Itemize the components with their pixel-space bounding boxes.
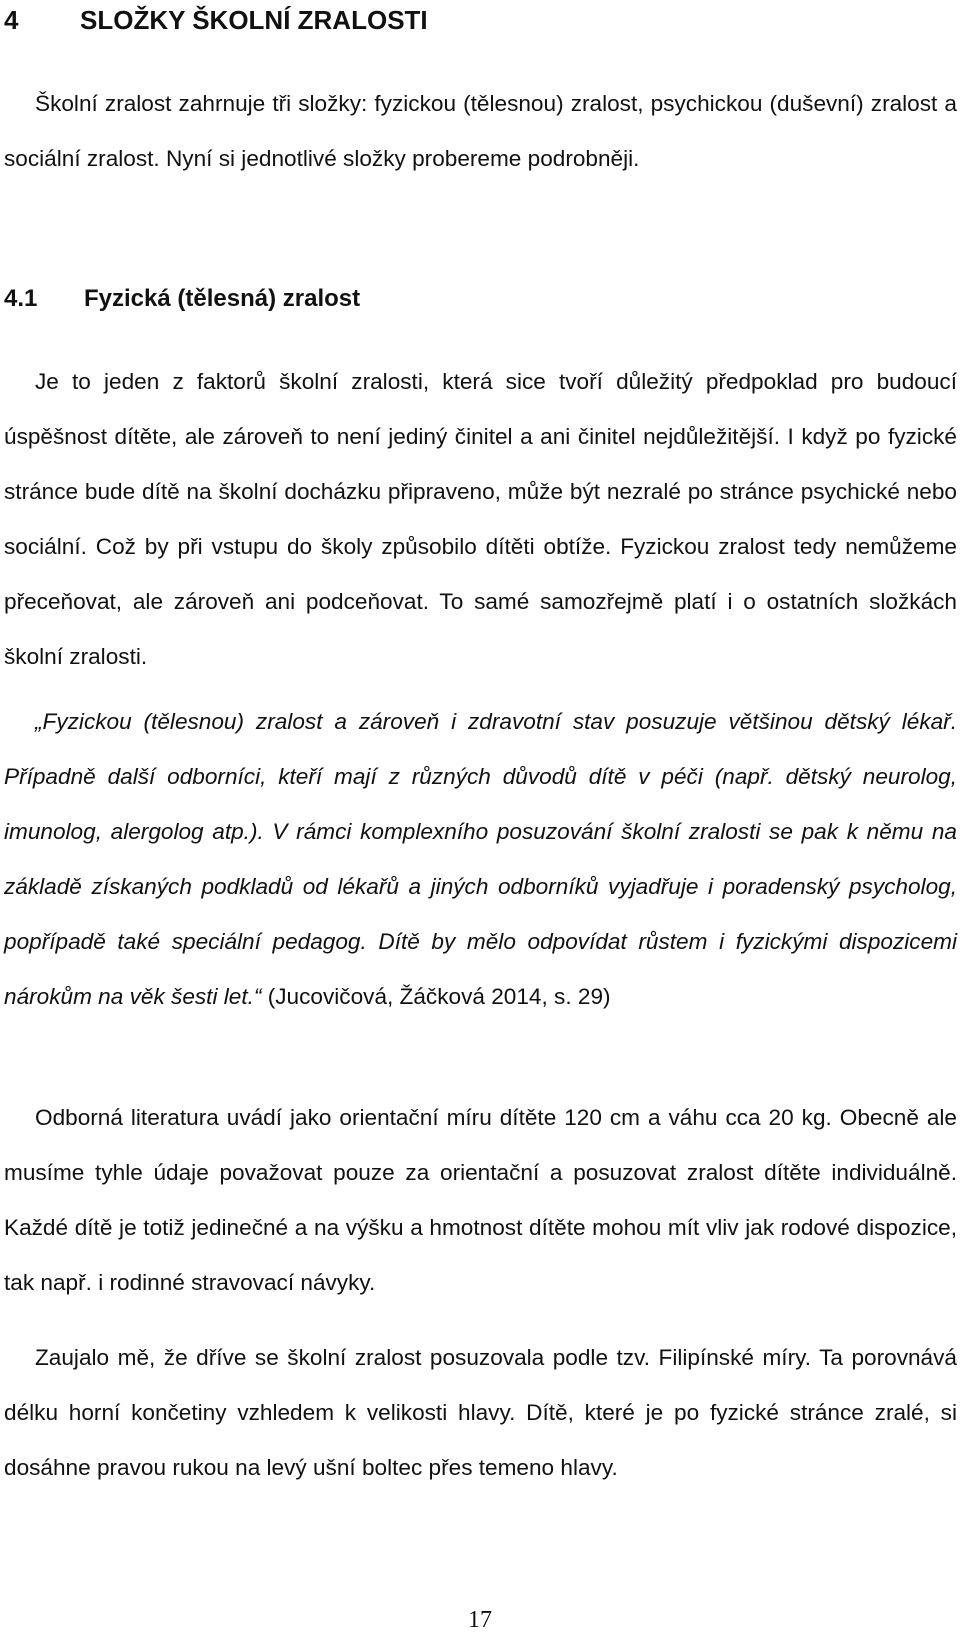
intro-paragraph: Školní zralost zahrnuje tři složky: fyzickou (tělesnou) zralost, psychickou (duševní) zralost a sociální zralost. Nyní si jednotlivé složky probereme podrobněji.	[4, 91, 957, 171]
page-number: 17	[468, 1607, 492, 1633]
quote-citation: (Jucovičová, Žáčková 2014, s. 29)	[261, 984, 611, 1009]
chapter-heading	[4, 4, 428, 36]
body-paragraph-3: Odborná literatura uvádí jako orientační míru dítěte 120 cm a váhu cca 20 kg. Obecně ale musíme tyhle údaje považovat pouze za orientační a posuzovat zralost dítěte individuálně. Každé dítě je totiž jedinečné a na výšku a hmotnost dítěte mohou mít vliv jak rodové dispozice, tak např. i rodinné stravovací návyky.	[4, 1105, 957, 1295]
quote-paragraph	[4, 694, 957, 1024]
chapter-number: 4	[4, 5, 19, 35]
section-number: 4.1	[4, 285, 38, 312]
chapter-title: SLOŽKY ŠKOLNÍ ZRALOSTI	[80, 5, 428, 35]
quote-text: „Fyzickou (tělesnou) zralost a zároveň i zdravotní stav posuzuje většinou dětský lékař. Případně další odborníci, kteří mají z různých důvodů dítě v péči (např. dětský neurolog, imunolog, alergolog atp.). V rámci komplexního posuzování školní zralosti se pak k němu na základě získaných podkladů od lékařů a jiných odborníků vyjadřuje i poradenský psycholog, popřípadě také speciální pedagog. Dítě by mělo odpovídat růstem i fyzickými dispozicemi nárokům na věk šesti let.“	[4, 709, 957, 1009]
body-paragraph-4: Zaujalo mě, že dříve se školní zralost posuzovala podle tzv. Filipínské míry. Ta porovnává délku horní končetiny vzhledem k velikosti hlavy. Dítě, které je po fyzické stránce zralé, si dosáhne pravou rukou na levý ušní boltec přes temeno hlavy.	[4, 1345, 957, 1480]
section-title: Fyzická (tělesná) zralost	[84, 285, 361, 312]
section-heading	[4, 284, 360, 314]
body-paragraph-1: Je to jeden z faktorů školní zralosti, která sice tvoří důležitý předpoklad pro budoucí úspěšnost dítěte, ale zároveň to není jediný činitel a ani činitel nejdůležitější. I když po fyzické stránce bude dítě na školní docházku připraveno, může být nezralé po stránce psychické nebo sociální. Což by při vstupu do školy způsobilo dítěti obtíže. Fyzickou zralost tedy nemůžeme přeceňovat, ale zároveň ani podceňovat. To samé samozřejmě platí i o ostatních složkách školní zralosti.	[4, 369, 957, 669]
